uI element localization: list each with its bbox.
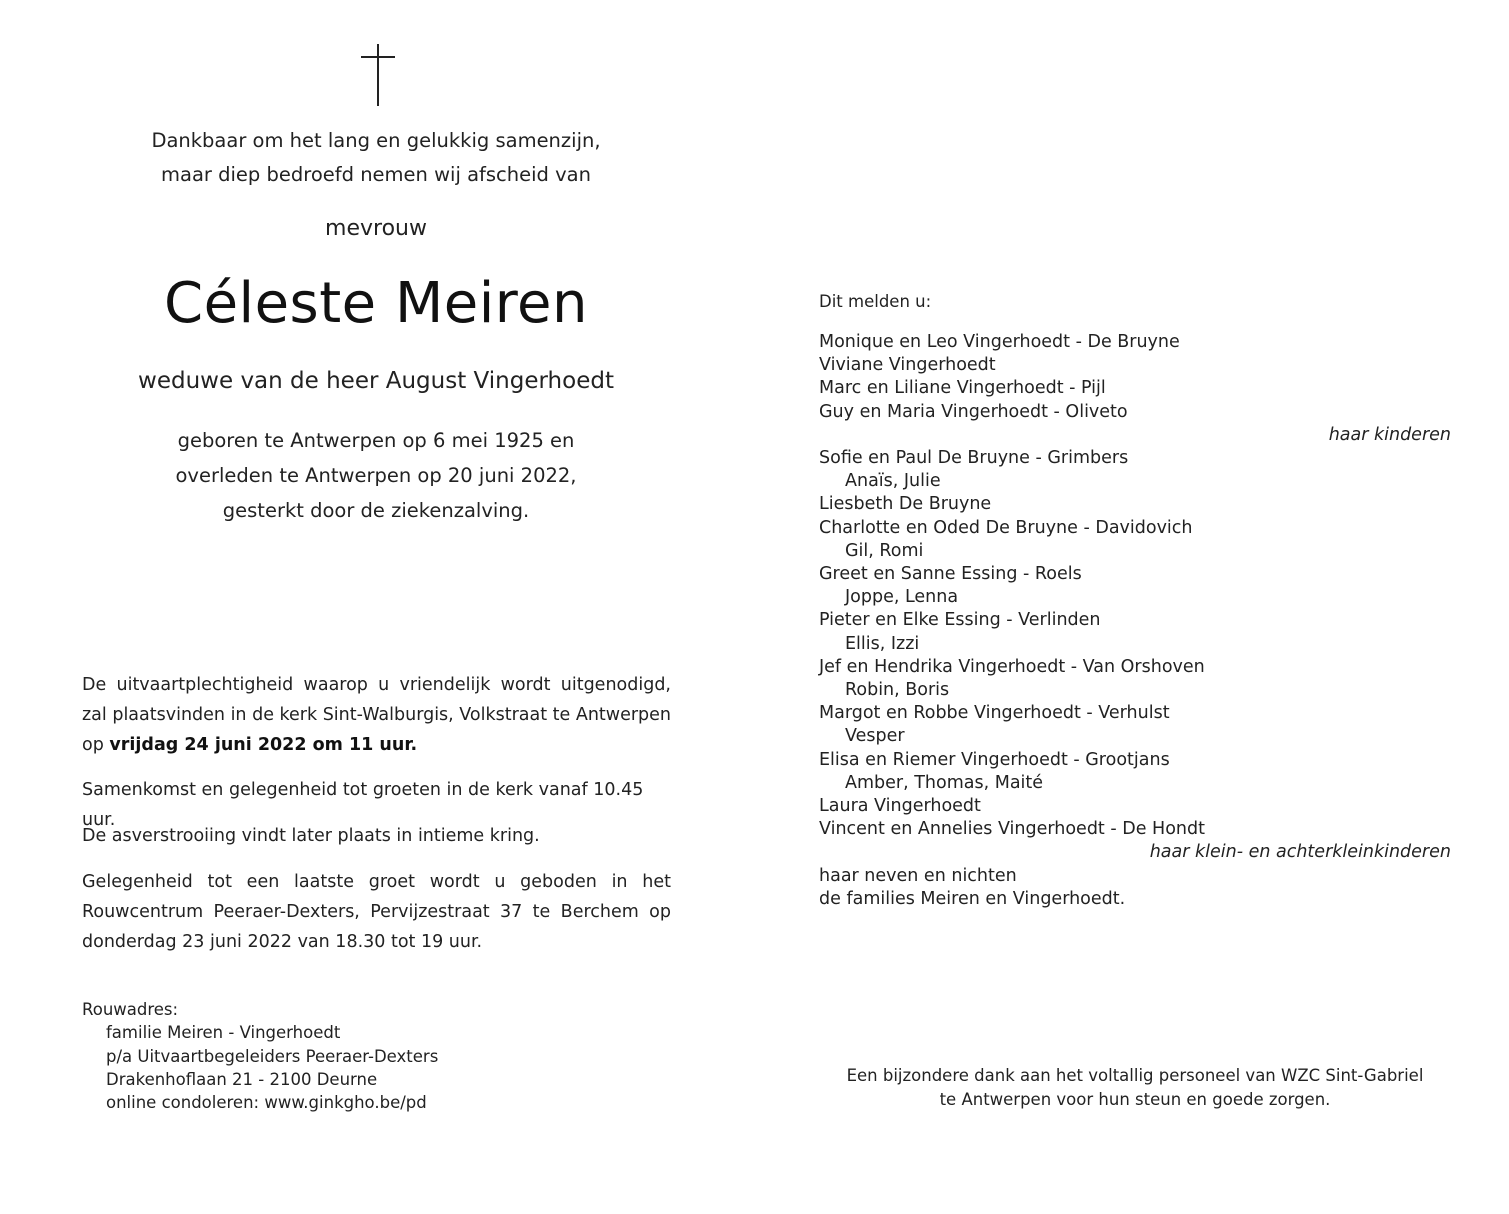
intro-line-2: maar diep bedroefd nemen wij afscheid van: [161, 163, 591, 186]
funeral-date: vrijdag 24 juni 2022 om 11 uur.: [109, 735, 418, 755]
relation-label: haar kinderen: [1328, 424, 1451, 445]
thanks-line-2: te Antwerpen voor hun steun en goede zorgen.: [939, 1089, 1331, 1109]
grandchildren-line: Ellis, Izzi: [845, 633, 920, 654]
family-line: Vincent en Annelies Vingerhoedt - De Hondt: [819, 819, 1205, 840]
deceased-name: Céleste Meiren: [163, 271, 589, 336]
widow-of-line: weduwe van de heer August Vingerhoedt: [138, 368, 614, 394]
family-line: Guy en Maria Vingerhoedt - Oliveto: [819, 401, 1128, 422]
address-line: p/a Uitvaartbegeleiders Peeraer-Dexters: [106, 1046, 439, 1066]
address-line: Drakenhoflaan 21 - 2100 Deurne: [106, 1069, 378, 1089]
family-line: de families Meiren en Vingerhoedt.: [819, 888, 1126, 909]
thanks-line-1: Een bijzondere dank aan het voltallig personeel van WZC Sint-Gabriel: [846, 1066, 1424, 1085]
thanks-note: [819, 1064, 1451, 1111]
honorific-title: mevrouw: [325, 216, 427, 241]
funeral-paragraph: [82, 670, 671, 760]
family-line: Pieter en Elke Essing - Verlinden: [819, 610, 1101, 631]
address-label: Rouwadres:: [82, 1000, 179, 1019]
relation-label: haar klein- en achterkleinkinderen: [1149, 842, 1451, 863]
family-list: [819, 331, 1451, 911]
family-line: Marc en Liliane Vingerhoedt - Pijl: [819, 378, 1106, 399]
birth-line: geboren te Antwerpen op 6 mei 1925 en: [177, 429, 575, 452]
family-line: Margot en Robbe Vingerhoedt - Verhulst: [819, 703, 1170, 724]
death-line: overleden te Antwerpen op 20 juni 2022,: [175, 464, 577, 487]
mourning-address: [82, 998, 602, 1114]
funeral-text: De uitvaartplechtigheid waarop u vriendelijk wordt uitgenodigd, zal plaatsvinden in de kerk Sint-Walburgis, Volkstraat te Antwerpen op: [82, 675, 672, 755]
family-line: Laura Vingerhoedt: [819, 796, 981, 817]
ashes-paragraph: De asverstrooiing vindt later plaats in intieme kring.: [82, 826, 540, 846]
cross-icon: [361, 44, 395, 106]
address-line: online condoleren: www.ginkgho.be/pd: [106, 1093, 427, 1113]
intro-line-1: Dankbaar om het lang en gelukkig samenzijn,: [151, 129, 601, 152]
grandchildren-line: Joppe, Lenna: [845, 587, 959, 608]
family-line: Monique en Leo Vingerhoedt - De Bruyne: [819, 332, 1180, 352]
family-line: Greet en Sanne Essing - Roels: [819, 564, 1082, 585]
grandchildren-line: Anaïs, Julie: [845, 471, 941, 492]
family-line: Elisa en Riemer Vingerhoedt - Grootjans: [819, 749, 1170, 770]
family-line: Viviane Vingerhoedt: [819, 355, 996, 376]
address-line: familie Meiren - Vingerhoedt: [106, 1023, 341, 1043]
grandchildren-line: Amber, Thomas, Maité: [845, 772, 1044, 793]
sacrament-line: gesterkt door de ziekenzalving.: [222, 499, 530, 522]
family-line: Liesbeth De Bruyne: [819, 494, 992, 515]
family-line: Jef en Hendrika Vingerhoedt - Van Orshoven: [819, 656, 1205, 677]
grandchildren-line: Vesper: [845, 726, 905, 747]
grandchildren-line: Robin, Boris: [845, 680, 950, 701]
announce-label: Dit melden u:: [819, 292, 932, 311]
farewell-paragraph: Gelegenheid tot een laatste groet wordt u geboden in het Rouwcentrum Peeraer-Dexters, Pervijzestraat 37 te Berchem op donderdag 23 juni 2022 van 18.30 tot 19 uur.: [82, 872, 671, 952]
grandchildren-line: Gil, Romi: [845, 540, 924, 561]
family-line: Sofie en Paul De Bruyne - Grimbers: [819, 448, 1129, 469]
family-line: haar neven en nichten: [819, 865, 1017, 886]
gathering-paragraph: Samenkomst en gelegenheid tot groeten in de kerk vanaf 10.45 uur.: [82, 780, 644, 830]
family-line: Charlotte en Oded De Bruyne - Davidovich: [819, 517, 1193, 538]
